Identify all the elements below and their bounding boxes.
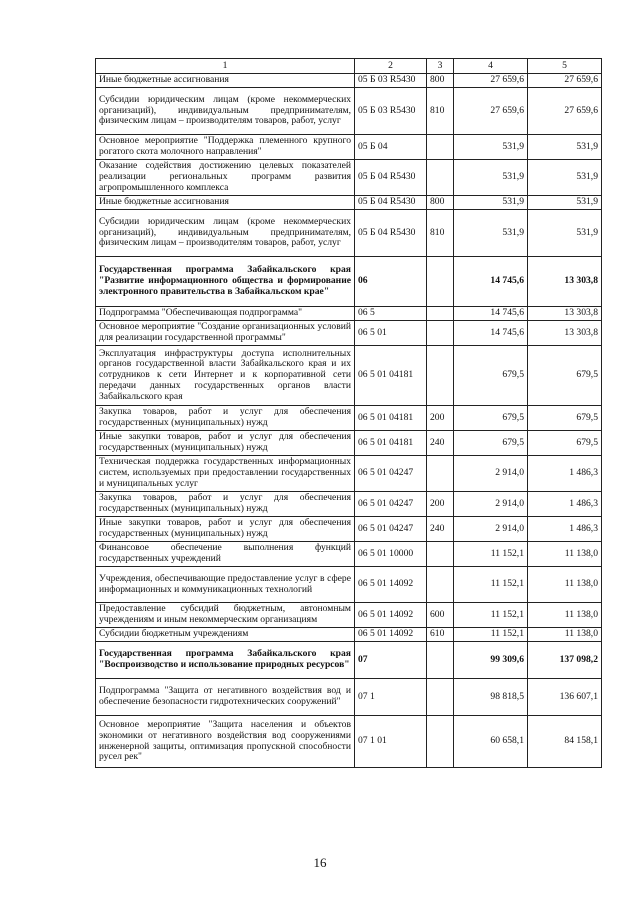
row-amount-year-1-cell: 99 309,6 <box>454 642 528 679</box>
table-row <box>96 492 602 517</box>
header-col-3: 3 <box>427 59 454 74</box>
row-amount-year-2-cell: 11 138,0 <box>528 567 602 603</box>
table-row <box>96 542 602 567</box>
row-amount-year-1-cell: 14 745,6 <box>454 321 528 346</box>
row-amount-year-1-cell: 60 658,1 <box>454 716 528 768</box>
row-expense-type-cell <box>427 307 454 321</box>
page-number: 16 <box>313 855 327 870</box>
row-expense-type-cell: 240 <box>427 517 454 542</box>
table-row <box>96 679 602 716</box>
row-expense-type-cell <box>427 642 454 679</box>
row-code-cell: 05 Б 04 R5430 <box>355 196 427 210</box>
row-expense-type-cell <box>427 716 454 768</box>
table-row <box>96 456 602 492</box>
table-row <box>96 716 602 768</box>
table-row <box>96 74 602 88</box>
row-expense-type-cell: 800 <box>427 74 454 88</box>
row-amount-year-2-cell: 531,9 <box>528 210 602 257</box>
table-row <box>96 567 602 603</box>
row-amount-year-2-cell: 679,5 <box>528 431 602 456</box>
row-expense-type-cell: 810 <box>427 210 454 257</box>
row-expense-type-cell <box>427 346 454 406</box>
row-expense-type-cell: 240 <box>427 431 454 456</box>
row-expense-type-cell: 610 <box>427 628 454 642</box>
row-amount-year-1-cell: 27 659,6 <box>454 88 528 135</box>
row-expense-type-cell <box>427 679 454 716</box>
row-name-cell: Субсидии бюджетным учреждениям <box>96 628 355 642</box>
table-row <box>96 196 602 210</box>
row-name-cell: Закупка товаров, работ и услуг для обеспечения государственных (муниципальных) нужд <box>96 492 355 517</box>
row-code-cell: 05 Б 03 R5430 <box>355 74 427 88</box>
table-row <box>96 257 602 307</box>
row-code-cell: 06 5 01 <box>355 321 427 346</box>
row-amount-year-1-cell: 14 745,6 <box>454 307 528 321</box>
row-name-cell: Учреждения, обеспечивающие предоставление услуг в сфере информационных и коммуникационных технологий <box>96 567 355 603</box>
row-name-cell: Иные закупки товаров, работ и услуг для обеспечения государственных (муниципальных) нужд <box>96 431 355 456</box>
row-amount-year-1-cell: 11 152,1 <box>454 567 528 603</box>
row-amount-year-2-cell: 136 607,1 <box>528 679 602 716</box>
row-amount-year-1-cell: 531,9 <box>454 160 528 196</box>
row-amount-year-1-cell: 14 745,6 <box>454 257 528 307</box>
row-name-cell: Субсидии юридическим лицам (кроме некоммерческих организаций), индивидуальным предпринимателям, физическим лицам – производителям товаров, работ, услуг <box>96 210 355 257</box>
table-row <box>96 160 602 196</box>
row-code-cell: 06 5 01 04247 <box>355 456 427 492</box>
row-expense-type-cell <box>427 160 454 196</box>
table-row <box>96 135 602 160</box>
row-code-cell: 07 1 01 <box>355 716 427 768</box>
row-name-cell: Иные бюджетные ассигнования <box>96 196 355 210</box>
table-row <box>96 517 602 542</box>
row-expense-type-cell: 200 <box>427 406 454 431</box>
row-expense-type-cell: 200 <box>427 492 454 517</box>
table-row <box>96 431 602 456</box>
row-amount-year-1-cell: 11 152,1 <box>454 603 528 628</box>
row-code-cell: 06 <box>355 257 427 307</box>
row-name-cell: Эксплуатация инфраструктуры доступа исполнительных органов государственной власти Забайкальского края и их сотрудников к сети Интернет и к корпоративной сети передачи данных государственных органов власти Забайкальского края <box>96 346 355 406</box>
row-name-cell: Закупка товаров, работ и услуг для обеспечения государственных (муниципальных) нужд <box>96 406 355 431</box>
header-col-1: 1 <box>96 59 355 74</box>
row-name-cell: Подпрограмма "Защита от негативного воздействия вод и обеспечение безопасности гидротехнических сооружений" <box>96 679 355 716</box>
row-amount-year-2-cell: 11 138,0 <box>528 628 602 642</box>
table-row <box>96 406 602 431</box>
row-amount-year-1-cell: 2 914,0 <box>454 456 528 492</box>
row-name-cell: Основное мероприятие "Поддержка племенного крупного рогатого скота молочного направления" <box>96 135 355 160</box>
row-amount-year-1-cell: 2 914,0 <box>454 492 528 517</box>
row-amount-year-1-cell: 98 818,5 <box>454 679 528 716</box>
row-amount-year-1-cell: 11 152,1 <box>454 542 528 567</box>
table-body <box>96 74 602 768</box>
row-amount-year-1-cell: 679,5 <box>454 346 528 406</box>
row-amount-year-2-cell: 13 303,8 <box>528 257 602 307</box>
row-amount-year-2-cell: 11 138,0 <box>528 542 602 567</box>
row-name-cell: Техническая поддержка государственных информационных систем, используемых при предоставлении государственных и муниципальных услуг <box>96 456 355 492</box>
row-code-cell: 06 5 01 14092 <box>355 628 427 642</box>
row-amount-year-2-cell: 27 659,6 <box>528 74 602 88</box>
table-row <box>96 307 602 321</box>
row-amount-year-2-cell: 11 138,0 <box>528 603 602 628</box>
row-code-cell: 06 5 01 14092 <box>355 567 427 603</box>
table-row <box>96 603 602 628</box>
header-col-4: 4 <box>454 59 528 74</box>
table-row <box>96 210 602 257</box>
row-expense-type-cell <box>427 567 454 603</box>
row-code-cell: 07 <box>355 642 427 679</box>
row-amount-year-2-cell: 27 659,6 <box>528 88 602 135</box>
row-code-cell: 06 5 01 14092 <box>355 603 427 628</box>
row-amount-year-2-cell: 13 303,8 <box>528 321 602 346</box>
row-expense-type-cell: 600 <box>427 603 454 628</box>
row-code-cell: 06 5 01 04181 <box>355 406 427 431</box>
row-amount-year-2-cell: 1 486,3 <box>528 492 602 517</box>
row-amount-year-2-cell: 531,9 <box>528 196 602 210</box>
row-name-cell: Финансовое обеспечение выполнения функций государственных учреждений <box>96 542 355 567</box>
table-header-row <box>96 59 602 74</box>
row-expense-type-cell <box>427 542 454 567</box>
row-amount-year-2-cell: 531,9 <box>528 160 602 196</box>
row-amount-year-1-cell: 679,5 <box>454 406 528 431</box>
row-code-cell: 06 5 01 10000 <box>355 542 427 567</box>
row-name-cell: Основное мероприятие "Создание организационных условий для реализации государственной программы" <box>96 321 355 346</box>
table-row <box>96 321 602 346</box>
row-code-cell: 06 5 01 04247 <box>355 517 427 542</box>
row-amount-year-1-cell: 679,5 <box>454 431 528 456</box>
row-code-cell: 06 5 <box>355 307 427 321</box>
table-row <box>96 642 602 679</box>
row-amount-year-2-cell: 679,5 <box>528 406 602 431</box>
table-row <box>96 88 602 135</box>
row-code-cell: 05 Б 04 R5430 <box>355 210 427 257</box>
row-code-cell: 06 5 01 04247 <box>355 492 427 517</box>
header-col-5: 5 <box>528 59 602 74</box>
row-amount-year-1-cell: 531,9 <box>454 135 528 160</box>
row-amount-year-2-cell: 84 158,1 <box>528 716 602 768</box>
row-expense-type-cell: 810 <box>427 88 454 135</box>
row-amount-year-1-cell: 27 659,6 <box>454 74 528 88</box>
row-amount-year-2-cell: 13 303,8 <box>528 307 602 321</box>
row-name-cell: Оказание содействия достижению целевых показателей реализации региональных программ развития агропромышленного комплекса <box>96 160 355 196</box>
row-name-cell: Иные бюджетные ассигнования <box>96 74 355 88</box>
row-amount-year-1-cell: 11 152,1 <box>454 628 528 642</box>
row-amount-year-2-cell: 679,5 <box>528 346 602 406</box>
row-code-cell: 06 5 01 04181 <box>355 346 427 406</box>
row-expense-type-cell: 800 <box>427 196 454 210</box>
row-expense-type-cell <box>427 135 454 160</box>
row-name-cell: Основное мероприятие "Защита населения и объектов экономики от негативного воздействия вод сооружениями инженерной защиты, оптимизация пропускной способности русел рек" <box>96 716 355 768</box>
row-amount-year-1-cell: 531,9 <box>454 210 528 257</box>
row-name-cell: Государственная программа Забайкальского края "Воспроизводство и использование природных ресурсов" <box>96 642 355 679</box>
row-amount-year-1-cell: 2 914,0 <box>454 517 528 542</box>
row-code-cell: 05 Б 03 R5430 <box>355 88 427 135</box>
row-amount-year-2-cell: 1 486,3 <box>528 517 602 542</box>
row-amount-year-2-cell: 531,9 <box>528 135 602 160</box>
row-name-cell: Предоставление субсидий бюджетным, автономным учреждениям и иным некоммерческим организациям <box>96 603 355 628</box>
row-amount-year-2-cell: 137 098,2 <box>528 642 602 679</box>
row-code-cell: 05 Б 04 <box>355 135 427 160</box>
row-name-cell: Субсидии юридическим лицам (кроме некоммерческих организаций), индивидуальным предпринимателям, физическим лицам – производителям товаров, работ, услуг <box>96 88 355 135</box>
row-amount-year-1-cell: 531,9 <box>454 196 528 210</box>
budget-table <box>95 58 602 768</box>
row-expense-type-cell <box>427 456 454 492</box>
row-code-cell: 05 Б 04 R5430 <box>355 160 427 196</box>
row-name-cell: Государственная программа Забайкальского края "Развитие информационного общества и формирование электронного правительства в Забайкальском крае" <box>96 257 355 307</box>
row-code-cell: 07 1 <box>355 679 427 716</box>
row-name-cell: Иные закупки товаров, работ и услуг для обеспечения государственных (муниципальных) нужд <box>96 517 355 542</box>
row-code-cell: 06 5 01 04181 <box>355 431 427 456</box>
table-row <box>96 628 602 642</box>
table-row <box>96 346 602 406</box>
header-col-2: 2 <box>355 59 427 74</box>
row-expense-type-cell <box>427 321 454 346</box>
row-amount-year-2-cell: 1 486,3 <box>528 456 602 492</box>
row-name-cell: Подпрограмма "Обеспечивающая подпрограмма" <box>96 307 355 321</box>
row-expense-type-cell <box>427 257 454 307</box>
